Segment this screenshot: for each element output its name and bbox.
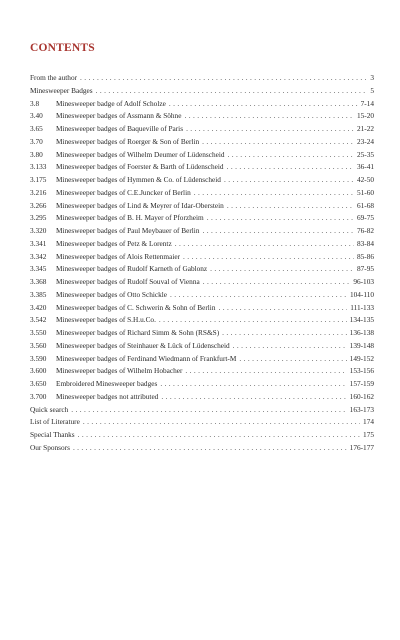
toc-entry-title: Minesweeper badges of Roerger & Son of Berlin: [56, 136, 200, 146]
toc-leader-dots: [186, 123, 354, 136]
toc-leader-dots: [203, 276, 351, 289]
toc-entry-number: 3.320: [30, 226, 47, 235]
toc-leader-dots: [78, 429, 360, 442]
toc-leader-dots: [210, 263, 354, 276]
toc-leader-dots: [185, 365, 346, 378]
toc-entry-pages: 61-68: [356, 200, 374, 210]
toc-leader-dots: [80, 72, 367, 85]
toc-entry-title: Minesweeper badges of Hymmen & Co. of Lüdenscheid: [56, 175, 221, 184]
toc-entry-number: 3.70: [30, 136, 43, 146]
toc-entry-title: Minesweeper badges of Lind & Meyrer of Idar-Oberstein: [56, 200, 224, 210]
contents-heading: CONTENTS: [30, 42, 95, 54]
toc-leader-dots: [227, 200, 354, 213]
toc-entry-title: Our Sponsors: [30, 442, 70, 452]
toc-leader-dots: [71, 404, 346, 417]
toc-leader-dots: [219, 302, 348, 315]
toc-entry: [30, 174, 374, 187]
toc-entry-pages: 21-22: [356, 124, 374, 133]
toc-entry: [30, 85, 374, 98]
toc-leader-dots: [227, 161, 354, 174]
toc-entry: [30, 391, 374, 404]
toc-entry-title: Minesweeper badges not attributed: [56, 391, 159, 401]
toc-entry-pages: 111-133: [350, 302, 374, 312]
toc-entry-pages: 15-20: [356, 111, 374, 121]
toc-entry-number: 3.420: [30, 302, 47, 312]
toc-entry-number: 3.8: [30, 98, 40, 108]
toc-entry-title: Minesweeper badges of Alois Rettenmaier: [56, 251, 181, 261]
toc-entry: [30, 289, 374, 302]
toc-entry-number: 3.80: [30, 149, 43, 159]
toc-entry: [30, 136, 374, 149]
toc-entry: [30, 212, 374, 225]
toc-entry-pages: 3: [370, 73, 374, 82]
toc-leader-dots: [73, 442, 347, 455]
toc-entry: [30, 378, 374, 391]
toc-entry-number: 3.590: [30, 353, 47, 363]
toc-entry-pages: 157-159: [349, 379, 374, 388]
toc-entry-pages: 69-75: [356, 213, 374, 223]
toc-entry-number: 3.368: [30, 277, 47, 286]
table-of-contents: [30, 72, 374, 455]
toc-entry-number: 3.266: [30, 200, 47, 210]
toc-entry: [30, 365, 374, 378]
toc-entry-title: Minesweeper badges of Assmann & Söhne: [56, 111, 182, 121]
toc-leader-dots: [224, 174, 354, 187]
toc-entry-number: 3.560: [30, 340, 47, 350]
toc-entry: [30, 263, 374, 276]
toc-entry-pages: 153-156: [349, 366, 374, 376]
toc-entry-title: Minesweeper badges of Otto Schickle: [56, 289, 168, 299]
toc-entry: [30, 187, 374, 200]
toc-entry-number: 3.175: [30, 175, 47, 184]
toc-leader-dots: [207, 212, 354, 225]
toc-entry-title: Quick search: [30, 404, 69, 414]
toc-entry-number: 3.600: [30, 366, 47, 376]
toc-leader-dots: [175, 238, 354, 251]
toc-leader-dots: [184, 110, 354, 123]
toc-leader-dots: [233, 340, 347, 353]
toc-entry: [30, 225, 374, 238]
toc-entry-pages: 87-95: [356, 264, 374, 274]
toc-entry-pages: 176-177: [349, 442, 374, 452]
toc-entry-pages: 136-138: [349, 328, 374, 337]
toc-entry: [30, 429, 374, 442]
toc-leader-dots: [222, 327, 347, 340]
toc-leader-dots: [194, 187, 354, 200]
toc-entry-number: 3.342: [30, 251, 47, 261]
toc-entry-pages: 23-24: [356, 136, 374, 146]
toc-leader-dots: [202, 225, 354, 238]
toc-entry-pages: 139-148: [349, 340, 374, 350]
toc-entry: [30, 327, 374, 340]
toc-leader-dots: [228, 149, 354, 162]
toc-entry-pages: 85-86: [356, 251, 374, 261]
toc-leader-dots: [160, 378, 346, 391]
toc-entry-title: Minesweeper badges of Wilhelm Deumer of Lüdenscheid: [56, 149, 225, 159]
toc-entry-pages: 42-50: [356, 175, 374, 184]
toc-entry-number: 3.345: [30, 264, 47, 274]
toc-entry-title: Minesweeper badges of S.H.u.Co.: [56, 315, 156, 325]
toc-entry: [30, 110, 374, 123]
toc-entry-number: 3.341: [30, 238, 47, 248]
toc-entry-title: Embroidered Minesweeper badges: [56, 379, 158, 388]
toc-entry-pages: 25-35: [356, 149, 374, 159]
toc-entry: [30, 251, 374, 264]
toc-entry-pages: 36-41: [356, 162, 374, 172]
toc-leader-dots: [202, 136, 354, 149]
toc-leader-dots: [169, 98, 358, 111]
toc-entry-pages: 7-14: [360, 98, 374, 108]
toc-entry-number: 3.385: [30, 289, 47, 299]
toc-leader-dots: [159, 314, 347, 327]
toc-entry-pages: 51-60: [356, 187, 374, 197]
toc-entry-pages: 174: [363, 417, 374, 427]
toc-entry-title: Minesweeper badges of Ferdinand Wiedmann of Frankfurt-M: [56, 353, 237, 363]
toc-entry-pages: 163-173: [349, 404, 374, 414]
toc-entry-title: Minesweeper badges of Richard Simm & Sohn (RS&S): [56, 328, 220, 337]
toc-entry-number: 3.550: [30, 328, 47, 337]
toc-leader-dots: [161, 391, 346, 404]
toc-entry: [30, 72, 374, 85]
toc-entry-pages: 149-152: [349, 353, 374, 363]
toc-entry-title: Minesweeper badges of C.E.Juncker of Berlin: [56, 187, 191, 197]
toc-leader-dots: [96, 85, 368, 98]
toc-entry: [30, 123, 374, 136]
toc-entry-pages: 83-84: [356, 238, 374, 248]
toc-entry-title: Minesweeper badges of C. Schwerin & Sohn of Berlin: [56, 302, 216, 312]
toc-entry-number: 3.216: [30, 187, 47, 197]
toc-entry-title: Minesweeper Badges: [30, 85, 93, 95]
toc-entry: [30, 161, 374, 174]
toc-entry: [30, 238, 374, 251]
toc-entry-title: Minesweeper badges of Petz & Lorentz: [56, 238, 172, 248]
toc-entry-number: 3.65: [30, 124, 43, 133]
toc-entry-number: 3.700: [30, 391, 47, 401]
toc-entry-number: 3.542: [30, 315, 47, 325]
toc-entry: [30, 340, 374, 353]
toc-entry-title: Minesweeper badges of B. H. Mayer of Pforzheim: [56, 213, 204, 223]
toc-leader-dots: [239, 353, 346, 366]
toc-entry: [30, 276, 374, 289]
toc-leader-dots: [83, 416, 360, 429]
toc-entry: [30, 404, 374, 417]
toc-entry-pages: 160-162: [349, 391, 374, 401]
toc-entry-title: Minesweeper badges of Paul Meybauer of Berlin: [56, 226, 200, 235]
toc-entry-title: Minesweeper badges of Wilhelm Hobacher: [56, 366, 183, 376]
toc-entry-title: From the author: [30, 73, 78, 82]
toc-entry-pages: 76-82: [356, 226, 374, 235]
toc-leader-dots: [183, 251, 354, 264]
toc-entry: [30, 416, 374, 429]
toc-entry-pages: 96-103: [353, 277, 374, 286]
toc-entry: [30, 302, 374, 315]
toc-entry: [30, 200, 374, 213]
toc-entry-pages: 134-135: [349, 315, 374, 325]
toc-entry: [30, 442, 374, 455]
toc-entry-number: 3.133: [30, 162, 47, 172]
toc-entry-pages: 5: [370, 85, 374, 95]
toc-entry: [30, 149, 374, 162]
toc-entry-pages: 104-110: [349, 289, 374, 299]
toc-entry-title: Minesweeper badges of Rudolf Karneth of Gablonz: [56, 264, 208, 274]
toc-entry-number: 3.650: [30, 379, 47, 388]
toc-entry-title: Minesweeper badges of Baqueville of Paris: [56, 124, 184, 133]
toc-entry-title: Minesweeper badges of Rudolf Souval of Vienna: [56, 277, 200, 286]
toc-entry-title: Minesweeper badges of Steinhauer & Lück of Lüdenscheid: [56, 340, 230, 350]
toc-entry-title: Minesweeper badges of Foerster & Barth of Lüdenscheid: [56, 162, 224, 172]
toc-entry: [30, 353, 374, 366]
toc-entry-title: Minesweeper badge of Adolf Scholze: [56, 98, 166, 108]
toc-entry-number: 3.295: [30, 213, 47, 223]
toc-entry: [30, 314, 374, 327]
toc-entry-pages: 175: [363, 430, 374, 439]
toc-entry-title: Special Thanks: [30, 430, 75, 439]
toc-entry-number: 3.40: [30, 111, 43, 121]
toc-entry: [30, 98, 374, 111]
toc-leader-dots: [170, 289, 347, 302]
toc-entry-title: List of Literature: [30, 417, 80, 427]
